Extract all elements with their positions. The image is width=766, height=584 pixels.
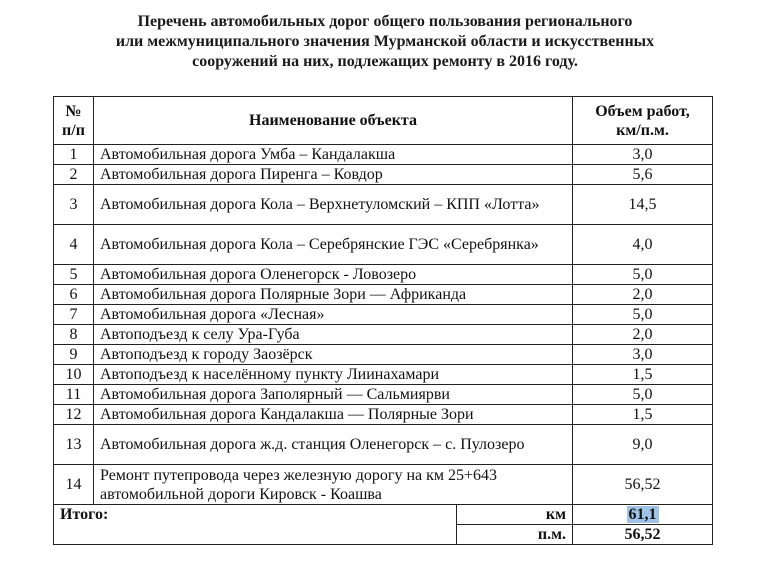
row-name: Автомобильная дорога Оленегорск - Ловозеро [94, 265, 573, 285]
table-row [54, 405, 713, 425]
row-name: Автоподъезд к селу Ура-Губа [94, 325, 573, 345]
total-unit-km: км [457, 505, 573, 525]
table-row [54, 265, 713, 285]
total-unit-pm: п.м. [457, 525, 573, 545]
row-number: 9 [54, 345, 94, 365]
total-label: Итого: [54, 505, 457, 545]
row-number: 8 [54, 325, 94, 345]
document-title [60, 12, 710, 72]
title-line-2: или межмуниципального значения Мурманской области и искусственных [115, 33, 655, 50]
row-number: 5 [54, 265, 94, 285]
row-volume: 5,0 [573, 305, 713, 325]
table-row [54, 165, 713, 185]
table-row [54, 425, 713, 465]
row-number: 11 [54, 385, 94, 405]
table-row [54, 325, 713, 345]
row-volume: 14,5 [573, 185, 713, 225]
row-number: 6 [54, 285, 94, 305]
row-volume: 4,0 [573, 225, 713, 265]
row-name: Автомобильная дорога Заполярный — Сальмиярви [94, 385, 573, 405]
row-number: 14 [54, 465, 94, 505]
table-row [54, 225, 713, 265]
row-name: Автомобильная дорога Кандалакша — Полярные Зори [94, 405, 573, 425]
header-name: Наименование объекта [94, 97, 573, 145]
row-volume: 5,0 [573, 385, 713, 405]
row-name: Автомобильная дорога Полярные Зори — Африканда [94, 285, 573, 305]
row-name: Автоподъезд к городу Заозёрск [94, 345, 573, 365]
row-volume: 56,52 [573, 465, 713, 505]
table-row [54, 385, 713, 405]
total-value-pm: 56,52 [573, 525, 713, 545]
table-body [54, 145, 713, 505]
row-volume: 5,6 [573, 165, 713, 185]
table-row [54, 465, 713, 505]
row-volume: 5,0 [573, 265, 713, 285]
table-row [54, 365, 713, 385]
row-name: Автомобильная дорога Кола – Серебрянские ГЭС «Серебрянка» [94, 225, 573, 265]
row-name: Автомобильная дорога Пиренга – Ковдор [94, 165, 573, 185]
row-number: 3 [54, 185, 94, 225]
title-line-3: сооружений на них, подлежащих ремонту в 2016 году. [192, 53, 578, 70]
row-number: 10 [54, 365, 94, 385]
header-number [54, 97, 94, 145]
header-volume [573, 97, 713, 145]
row-name: Автоподъезд к населённому пункту Лиинахамари [94, 365, 573, 385]
row-number: 2 [54, 165, 94, 185]
row-name: Автомобильная дорога Кола – Верхнетуломский – КПП «Лотта» [94, 185, 573, 225]
table-row [54, 285, 713, 305]
row-number: 12 [54, 405, 94, 425]
row-number: 1 [54, 145, 94, 165]
row-number: 13 [54, 425, 94, 465]
total-value-km-text: 61,1 [628, 506, 657, 523]
row-name: Ремонт путепровода через железную дорогу на км 25+643 автомобильной дороги Кировск - Коашва [94, 465, 573, 505]
row-volume: 9,0 [573, 425, 713, 465]
total-value-km [573, 505, 713, 525]
row-name: Автомобильная дорога Умба – Кандалакша [94, 145, 573, 165]
table-row [54, 145, 713, 165]
table-row [54, 185, 713, 225]
total-row-km [54, 505, 713, 525]
header-number-line2: п/п [62, 121, 85, 139]
row-number: 7 [54, 305, 94, 325]
row-volume: 2,0 [573, 325, 713, 345]
row-volume: 3,0 [573, 145, 713, 165]
row-name: Автомобильная дорога ж.д. станция Оленегорск – с. Пулозеро [94, 425, 573, 465]
header-number-line1: № [65, 102, 82, 120]
row-volume: 3,0 [573, 345, 713, 365]
roads-table [53, 96, 713, 545]
table-header-row [54, 97, 713, 145]
header-volume-line2: км/п.м. [616, 121, 669, 139]
row-name: Автомобильная дорога «Лесная» [94, 305, 573, 325]
header-volume-line1: Объем работ, [595, 102, 690, 120]
table-row [54, 345, 713, 365]
row-number: 4 [54, 225, 94, 265]
row-volume: 2,0 [573, 285, 713, 305]
row-volume: 1,5 [573, 405, 713, 425]
title-line-1: Перечень автомобильных дорог общего пользования регионального [137, 13, 633, 30]
table-row [54, 305, 713, 325]
row-volume: 1,5 [573, 365, 713, 385]
